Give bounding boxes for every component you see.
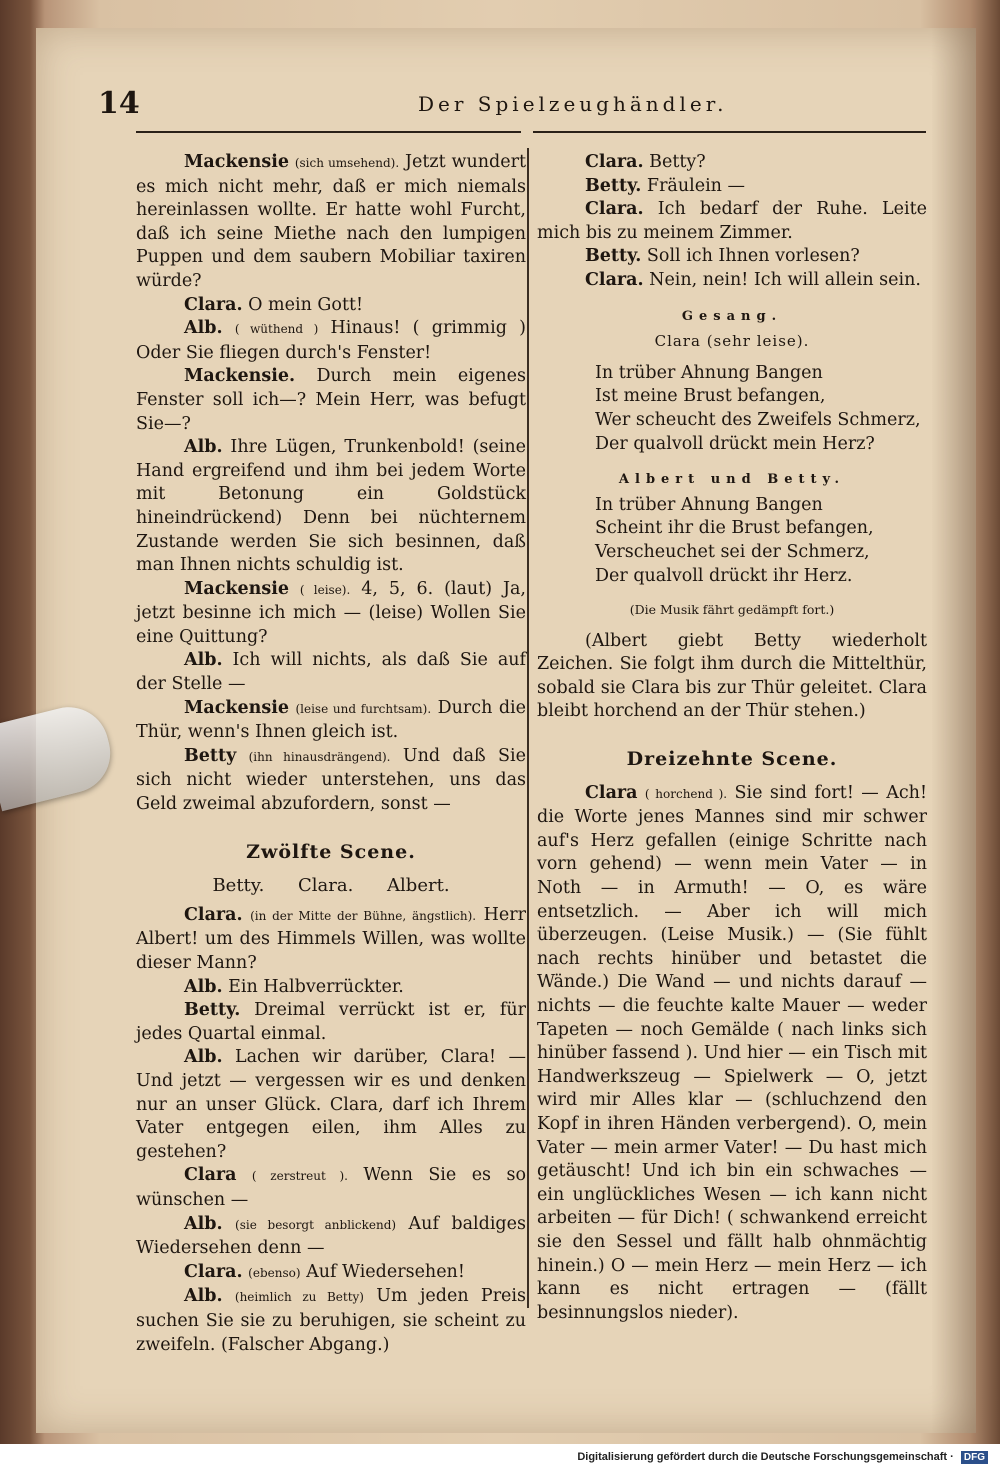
verse-line: Verscheuchet sei der Schmerz, xyxy=(595,541,870,562)
speaker-name: Mackensie xyxy=(184,578,289,599)
speaker-name: Betty xyxy=(184,745,237,766)
verse-line: Der qualvoll drückt mein Herz? xyxy=(595,433,875,454)
stage-direction: ( zerstreut ). xyxy=(251,1169,348,1184)
speech-paragraph xyxy=(136,1164,526,1212)
speech-paragraph xyxy=(136,745,526,817)
stage-direction: (sie besorgt anblickend) xyxy=(235,1217,397,1232)
stage-direction: (in der Mitte der Bühne, ängstlich). xyxy=(250,908,477,923)
speaker-name: Betty. xyxy=(585,175,642,196)
speech-paragraph xyxy=(136,1046,526,1164)
speech-paragraph xyxy=(136,151,526,294)
speech-text: Sie sind fort! — Ach! die Worte jenes Mannes sind mir schwer auf's Herz gefallen (einige Schritte nach vorn gehend) — wenn mein Vater — in Noth — in Armuth! — O, es wäre entsetzlich. — Aber ich will mich überzeugen. (Leise Musik.) — (Sie fühlt nach rechts hinüber und betastet die Wände.) Die Wand — und nichts darauf — nichts — die feuchte kalte Mauer — weder Tapeten — noch Gemälde ( nach links sich hinüber fassend ). Und hier — ein Tisch mit Handwerkszeug — Spielwerk — O, jetzt wird mir Alles klar — (schluchzend den Kopf in ihren Händen verbergend). O, mein Vater — mein armer Vater! — Du hast mich getäuscht! Und ich bin ein schwaches — ein unglückliches Wesen — ich kann nicht arbeiten — für Dich! ( schwankend erreicht sie den Sessel und fällt halb ohnmächtig hinein.) O — mein Herz — mein Herz — ich kann es nicht ertragen — (fällt besinnungslos nieder). xyxy=(537,782,927,1323)
speaker-name: Clara. xyxy=(184,904,243,925)
dfg-logo-icon: DFG xyxy=(961,1451,988,1464)
stage-direction: (heimlich zu Betty) xyxy=(234,1290,364,1305)
header-rule-right xyxy=(533,131,926,133)
speech-paragraph xyxy=(537,782,927,1326)
page-number: 14 xyxy=(98,86,140,121)
header-rule-left xyxy=(136,131,521,133)
verse-line: Der qualvoll drückt ihr Herz. xyxy=(595,565,853,586)
speaker-name: Alb. xyxy=(184,1213,223,1234)
verse-line: Ist meine Brust befangen, xyxy=(595,386,826,407)
speech-text: Jetzt wundert es mich nicht mehr, daß er mich niemals hereinlassen wollte. Er hatte wohl Furcht, daß ich seine Miethe nach den lumpigen Puppen und dem saubern Mobiliar taxiren würde? xyxy=(136,152,526,291)
stage-direction: (ihn hinausdrängend). xyxy=(248,749,391,764)
cast-list: Betty. Clara. Albert. xyxy=(212,875,450,897)
speech-paragraph xyxy=(136,436,526,578)
speech-paragraph xyxy=(537,151,927,175)
speech-text: O mein Gott! xyxy=(242,294,364,315)
speech-text: Wenn Sie es so wünschen — xyxy=(136,1165,526,1210)
speech-paragraph xyxy=(537,198,927,245)
speech-paragraph xyxy=(136,904,526,976)
scene-heading: Dreizehnte Scene. xyxy=(626,748,838,771)
speech-text: Hinaus! ( grimmig ) Oder Sie fliegen durch's Fenster! xyxy=(136,318,526,363)
stage-direction: ( leise). xyxy=(299,582,351,597)
speech-text: Soll ich Ihnen vorlesen? xyxy=(641,246,860,267)
speech-paragraph xyxy=(136,294,526,318)
speech-paragraph xyxy=(136,1285,526,1357)
verse-line: In trüber Ahnung Bangen xyxy=(595,494,823,515)
speech-paragraph xyxy=(136,1213,526,1261)
verse-line: In trüber Ahnung Bangen xyxy=(595,362,823,383)
speech-text: Dreimal verrückt ist er, für jedes Quartal einmal. xyxy=(136,1000,526,1044)
speech-text: Auf Wiedersehen! xyxy=(300,1261,465,1282)
speech-text: Fräulein — xyxy=(641,175,746,196)
page-gutter-shadow xyxy=(931,28,976,1433)
speaker-name: Clara. xyxy=(184,294,243,315)
footer-credit xyxy=(577,1451,988,1464)
speaker-name: Mackensie xyxy=(184,697,289,718)
speaker-name: Mackensie xyxy=(184,152,289,172)
column-divider xyxy=(527,148,529,1308)
stage-direction-line: (Die Musik fährt gedämpft fort.) xyxy=(629,602,835,618)
speech-text: Ich will nichts, als daß Sie auf der Stelle — xyxy=(136,650,526,695)
speech-text: 4, 5, 6. (laut) Ja, jetzt besinne ich mich — (leise) Wollen Sie eine Quittung? xyxy=(136,578,526,647)
speaker-name: Alb. xyxy=(184,976,223,997)
speaker-name: Betty. xyxy=(184,1000,241,1021)
speech-text: Betty? xyxy=(643,152,706,172)
speech-paragraph xyxy=(136,1261,526,1286)
running-title: Der Spielzeughändler. xyxy=(418,92,728,116)
speech-paragraph xyxy=(136,649,526,696)
stage-paragraph: (Albert giebt Betty wiederholt Zeichen. Sie folgt ihm durch die Mittelthür, sobald sie Clara bis zur Thür geleitet. Clara bleibt horchend an der Thür stehen.) xyxy=(537,630,927,722)
speaker-name: Alb. xyxy=(184,650,223,671)
speaker-name: Alb. xyxy=(184,1047,223,1068)
right-column xyxy=(537,151,927,1325)
speaker-name: Clara. xyxy=(585,269,644,290)
speech-text: Ihre Lügen, Trunkenbold! (seine Hand ergreifend und ihm bei jedem Worte mit Betonung ein Goldstück hineindrückend) Denn bei nüchternem Zustande werden Sie sich besinnen, daß man Ihnen nichts schuldig ist. xyxy=(136,437,526,576)
speaker-name: Alb. xyxy=(184,1286,223,1307)
stage-direction: (sich umsehend). xyxy=(294,156,400,170)
stage-direction: (leise und furchtsam). xyxy=(295,701,432,716)
left-column xyxy=(136,151,526,1357)
speech-text: Um jeden Preis suchen Sie sie zu beruhigen, sie scheint zu zweifeln. (Falscher Abgang.) xyxy=(136,1286,526,1355)
speaker-name: Betty. xyxy=(585,246,642,267)
footer-credit-text: Digitalisierung gefördert durch die Deutsche Forschungsgemeinschaft · xyxy=(577,1451,954,1463)
speech-paragraph xyxy=(136,976,526,1000)
speaker-name: Alb. xyxy=(184,318,223,339)
song-singer: Clara (sehr leise). xyxy=(654,332,810,351)
scene-heading: Zwölfte Scene. xyxy=(246,840,416,863)
speech-text: Ich bedarf der Ruhe. Leite mich bis zu meinem Zimmer. xyxy=(537,199,927,243)
speaker-name: Alb. xyxy=(184,437,223,458)
speech-paragraph xyxy=(136,999,526,1046)
speech-text: Und daß Sie sich nicht wieder unterstehen, uns das Geld zweimal abzufordern, sonst — xyxy=(136,745,526,815)
speech-text: Durch mein eigenes Fenster soll ich—? Mein Herr, was befugt Sie—? xyxy=(136,366,526,434)
speech-text: Nein, nein! Ich will allein sein. xyxy=(643,269,921,290)
song-heading: Gesang. xyxy=(681,308,783,324)
stage-direction: ( horchend ). xyxy=(644,786,728,801)
speaker-name: Clara xyxy=(184,1165,237,1186)
speech-paragraph xyxy=(136,578,526,650)
speech-paragraph xyxy=(537,245,927,269)
speech-paragraph xyxy=(136,317,526,365)
speech-text: Ein Halbverrückter. xyxy=(222,976,404,997)
speaker-name: Clara. xyxy=(585,152,644,172)
song-heading: Albert und Betty. xyxy=(618,472,846,488)
speech-paragraph xyxy=(136,365,526,436)
speaker-name: Clara xyxy=(585,782,638,803)
stage-direction: (ebenso) xyxy=(248,1265,301,1280)
speech-paragraph xyxy=(537,175,927,199)
speaker-name: Clara. xyxy=(585,199,644,220)
speaker-name: Clara. xyxy=(184,1261,243,1282)
stage-direction: ( wüthend ) xyxy=(234,322,319,337)
verse-line: Scheint ihr die Brust befangen, xyxy=(595,518,874,539)
speech-text: Herr Albert! um des Himmels Willen, was wollte dieser Mann? xyxy=(136,904,526,973)
speech-text: Auf baldiges Wiedersehen denn — xyxy=(136,1213,526,1259)
speaker-name: Mackensie. xyxy=(184,366,296,387)
speech-text: Durch die Thür, wenn's Ihnen gleich ist. xyxy=(136,697,526,743)
speech-paragraph xyxy=(136,697,526,745)
page-header xyxy=(98,86,928,130)
speech-paragraph xyxy=(537,269,927,293)
speech-text: Lachen wir darüber, Clara! — Und jetzt — vergessen wir es und denken nur an unser Glück. Clara, darf ich Ihrem Vater entgegen eilen, ihm Alles zu gestehen? xyxy=(136,1047,526,1162)
verse-line: Wer scheucht des Zweifels Schmerz, xyxy=(595,409,921,430)
